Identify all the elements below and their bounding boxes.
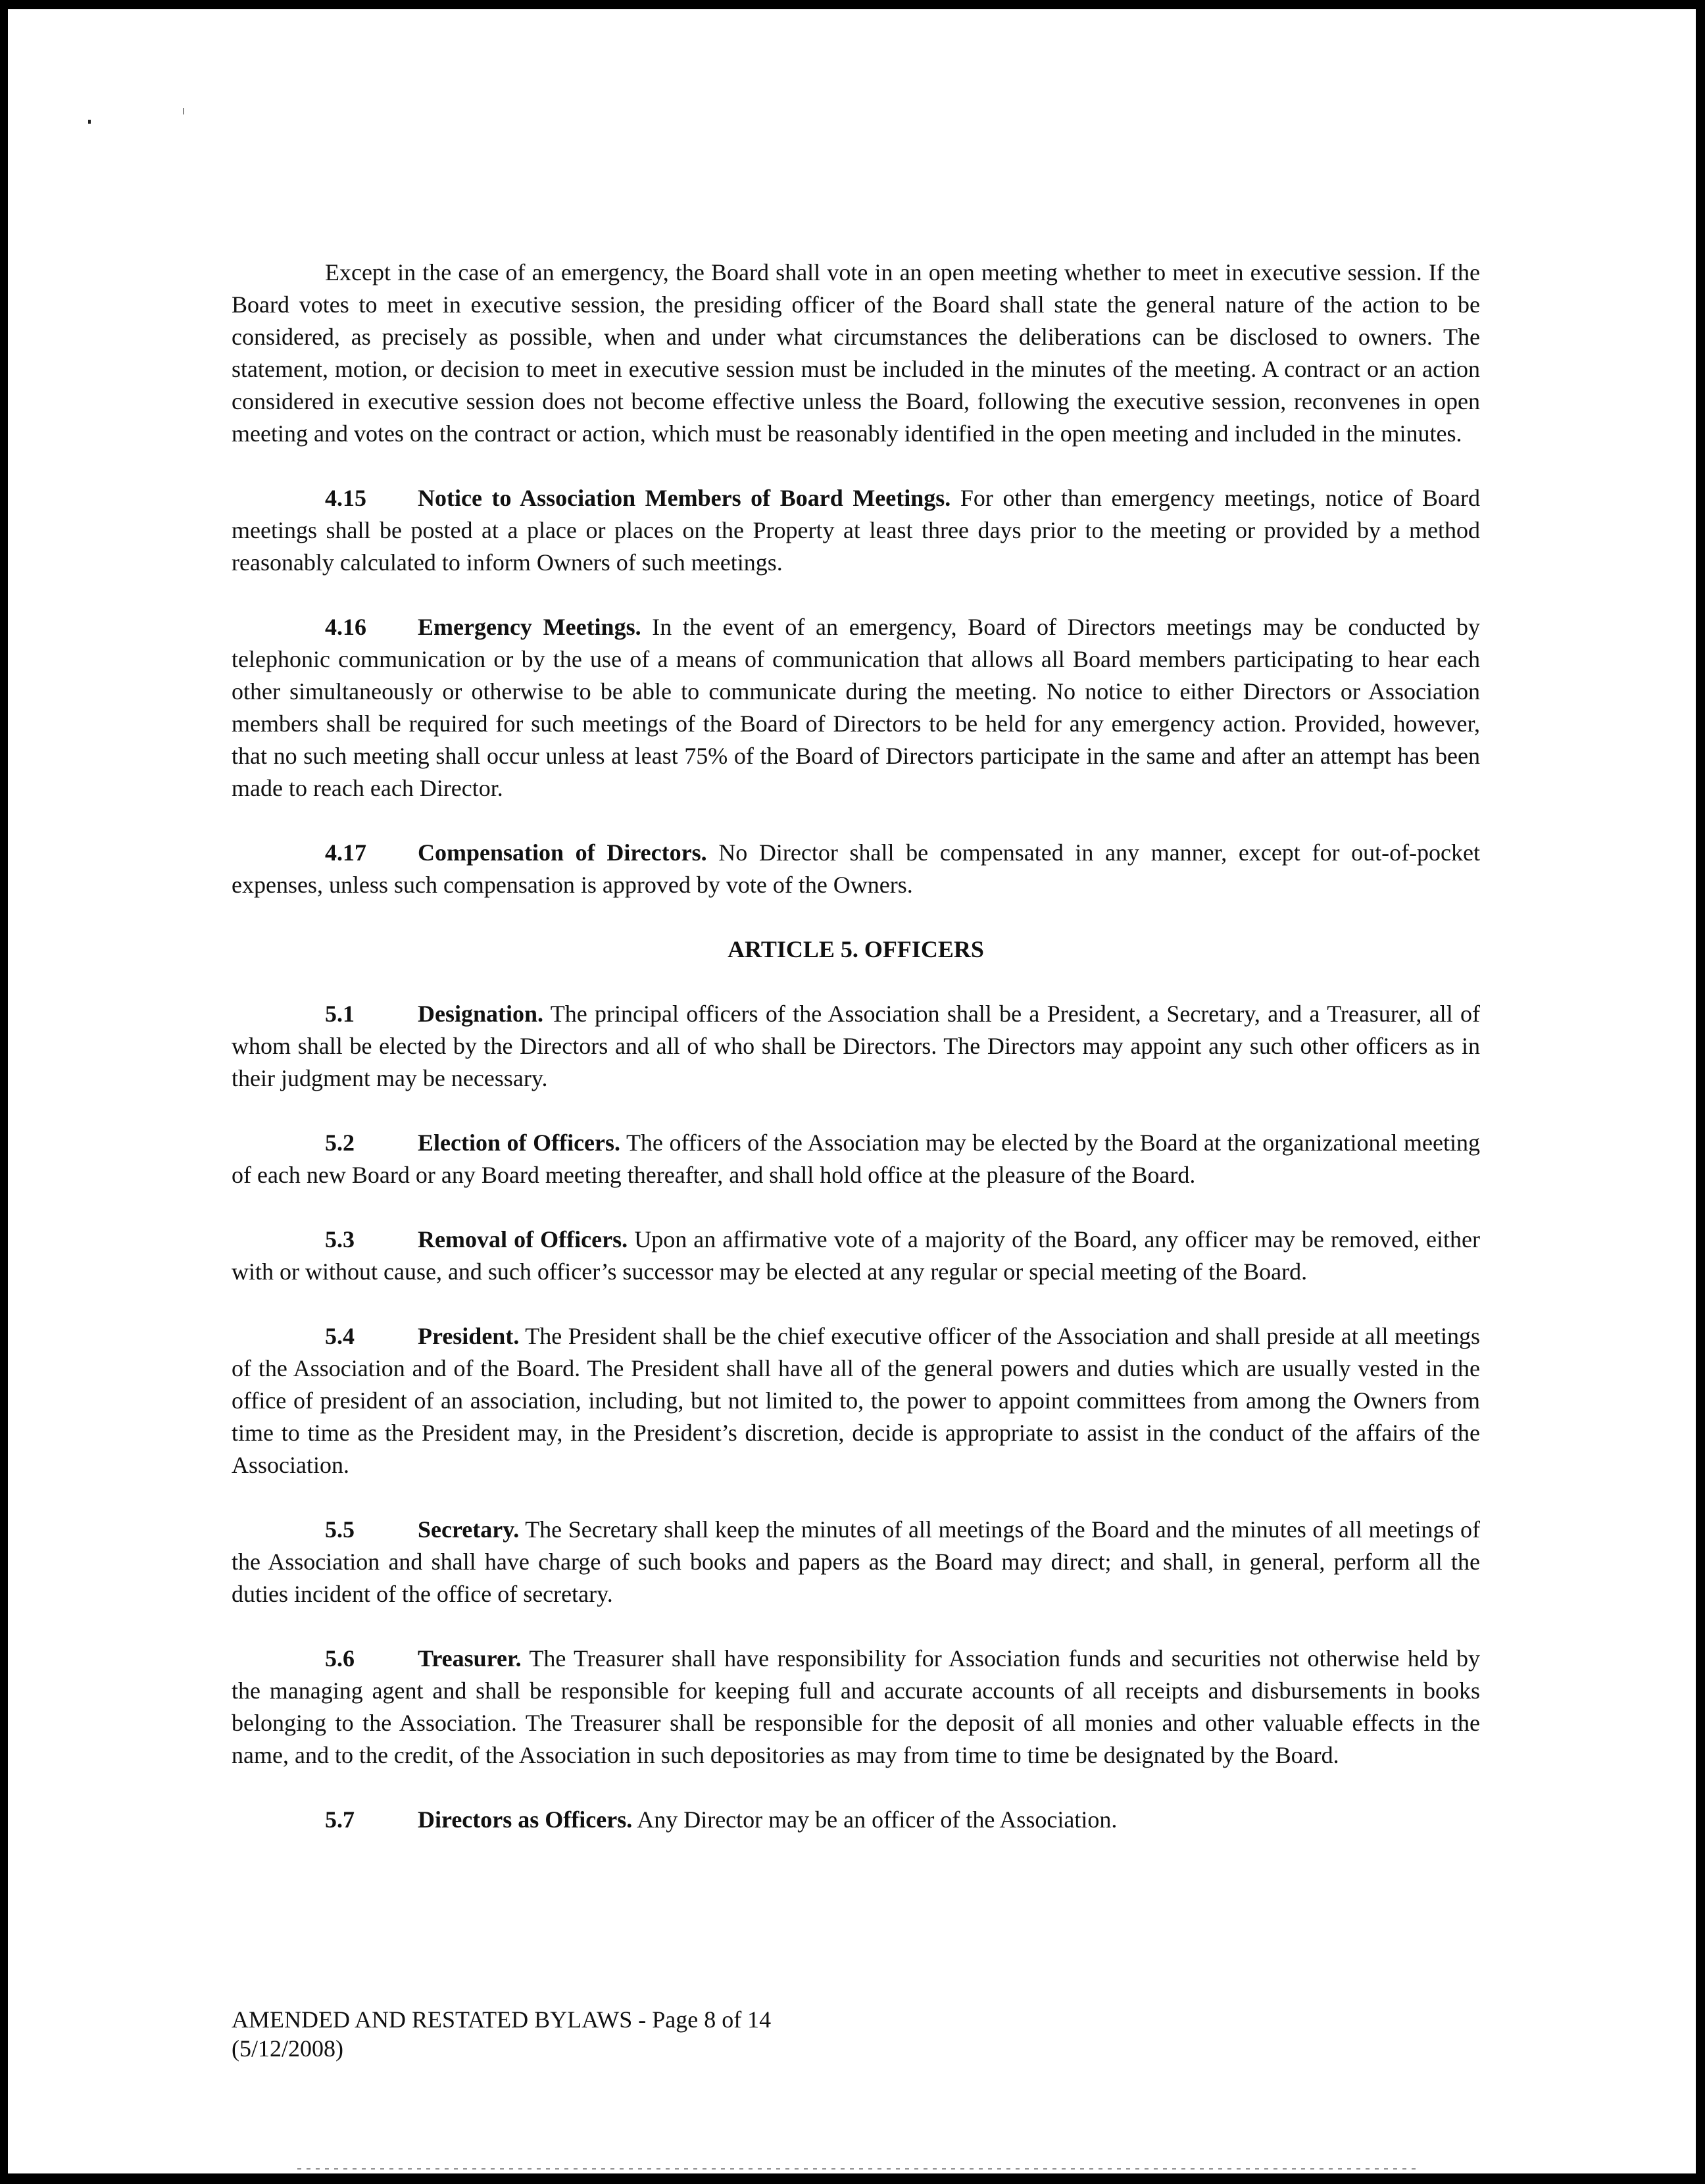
- section-title: Election of Officers.: [418, 1129, 621, 1156]
- section-5-5: [232, 1514, 1480, 1610]
- footer-date: (5/12/2008): [232, 2035, 343, 2062]
- footer-title: AMENDED AND RESTATED BYLAWS - Page 8 of 14: [232, 2006, 772, 2033]
- section-number: 5.1: [325, 1001, 355, 1027]
- section-number: 5.6: [325, 1645, 355, 1672]
- section-number: 4.17: [325, 839, 366, 866]
- section-body: The principal officers of the Association shall be a President, a Secretary, and a Treasurer, all of whom shall be elected by the Directors and all of who shall be Directors. The Directors may appoint any such other officers as in their judgment may be necessary.: [232, 1001, 1481, 1091]
- section-5-1: [232, 998, 1480, 1095]
- section-body: The officers of the Association may be elected by the Board at the organizational meeting of each new Board or any Board meeting thereafter, and shall hold office at the pleasure of the Board.: [232, 1129, 1480, 1188]
- section-4-16: [232, 611, 1480, 805]
- scan-bottom-rule: [297, 2168, 1416, 2170]
- section-title: Treasurer.: [418, 1645, 522, 1672]
- section-number: 5.7: [325, 1806, 355, 1833]
- section-number: 5.5: [325, 1516, 355, 1543]
- section-5-2: [232, 1127, 1480, 1191]
- section-body: No Director shall be compensated in any manner, except for out-of-pocket expenses, unless such compensation is approved by vote of the Owners.: [232, 839, 1481, 898]
- intro-paragraph: Except in the case of an emergency, the Board shall vote in an open meeting whether to meet in executive session. If the Board votes to meet in executive session, the presiding officer of the Board shall state the general nature of the action to be considered, as precisely as possible, when and under what circumstances the deliberations can be disclosed to owners. The statement, motion, or decision to meet in executive session must be included in the minutes of the meeting. A contract or an action considered in executive session does not become effective unless the Board, following the executive session, reconvenes in open meeting and votes on the contract or action, which must be reasonably identified in the open meeting and included in the minutes.: [232, 259, 1480, 447]
- section-body: The Secretary shall keep the minutes of all meetings of the Board and the minutes of all meetings of the Association and shall have charge of such books and papers as the Board may direct; and shall, in general, perform all the duties incident of the office of secretary.: [232, 1516, 1480, 1607]
- document-body: [232, 257, 1480, 1868]
- section-5-7: [232, 1804, 1480, 1836]
- section-body: Upon an affirmative vote of a majority of the Board, any officer may be removed, either with or without cause, and such officer’s successor may be elected at any regular or special meeting of the Board.: [232, 1226, 1480, 1285]
- section-body: The Treasurer shall have responsibility for Association funds and securities not otherwise held by the managing agent and shall be responsible for keeping full and accurate accounts of all receipts and disbursements in books belonging to the Association. The Treasurer shall be responsible for the deposit of all monies and other valuable effects in the name, and to the credit, of the Association in such depositories as may from time to time be designated by the Board.: [232, 1645, 1480, 1768]
- document-page: [8, 9, 1696, 2173]
- section-body: For other than emergency meetings, notice of Board meetings shall be posted at a place or places on the Property at least three days prior to the meeting or provided by a method reasonably calculated to inform Owners of such meetings.: [232, 485, 1480, 576]
- section-body: Any Director may be an officer of the Association.: [637, 1806, 1118, 1833]
- section-title: Directors as Officers.: [418, 1806, 633, 1833]
- section-title: President.: [418, 1323, 520, 1349]
- section-number: 5.3: [325, 1226, 355, 1253]
- section-title: Notice to Association Members of Board Meetings.: [418, 485, 951, 511]
- section-5-6: [232, 1643, 1480, 1772]
- page-footer: [232, 2005, 771, 2063]
- section-title: Emergency Meetings.: [418, 614, 641, 640]
- section-body: In the event of an emergency, Board of Directors meetings may be conducted by telephonic communication or by the use of a means of communication that allows all Board members participating to hear each other simultaneously or otherwise to be able to communicate during the meeting. No notice to either Directors or Association members shall be required for such meetings of the Board of Directors to be held for any emergency action. Provided, however, that no such meeting shall occur unless at least 75% of the Board of Directors participate in the same and after an attempt has been made to reach each Director.: [232, 614, 1480, 801]
- section-number: 4.15: [325, 485, 366, 511]
- section-5-4: [232, 1320, 1480, 1481]
- section-title: Secretary.: [418, 1516, 520, 1543]
- section-number: 5.2: [325, 1129, 355, 1156]
- section-4-15: [232, 482, 1480, 579]
- section-title: Compensation of Directors.: [418, 839, 707, 866]
- section-title: Designation.: [418, 1001, 544, 1027]
- section-number: 4.16: [325, 614, 366, 640]
- section-title: Removal of Officers.: [418, 1226, 628, 1253]
- section-body: The President shall be the chief executive officer of the Association and shall preside at all meetings of the Association and of the Board. The President shall have all of the general powers and duties which are usually vested in the office of president of an association, including, but not limited to, the power to appoint committees from among the Owners from time to time as the President may, in the President’s discretion, decide is appropriate to assist in the conduct of the affairs of the Association.: [232, 1323, 1480, 1478]
- section-number: 5.4: [325, 1323, 355, 1349]
- section-5-3: [232, 1224, 1480, 1288]
- section-4-17: [232, 837, 1480, 901]
- article-heading: ARTICLE 5. OFFICERS: [728, 936, 984, 962]
